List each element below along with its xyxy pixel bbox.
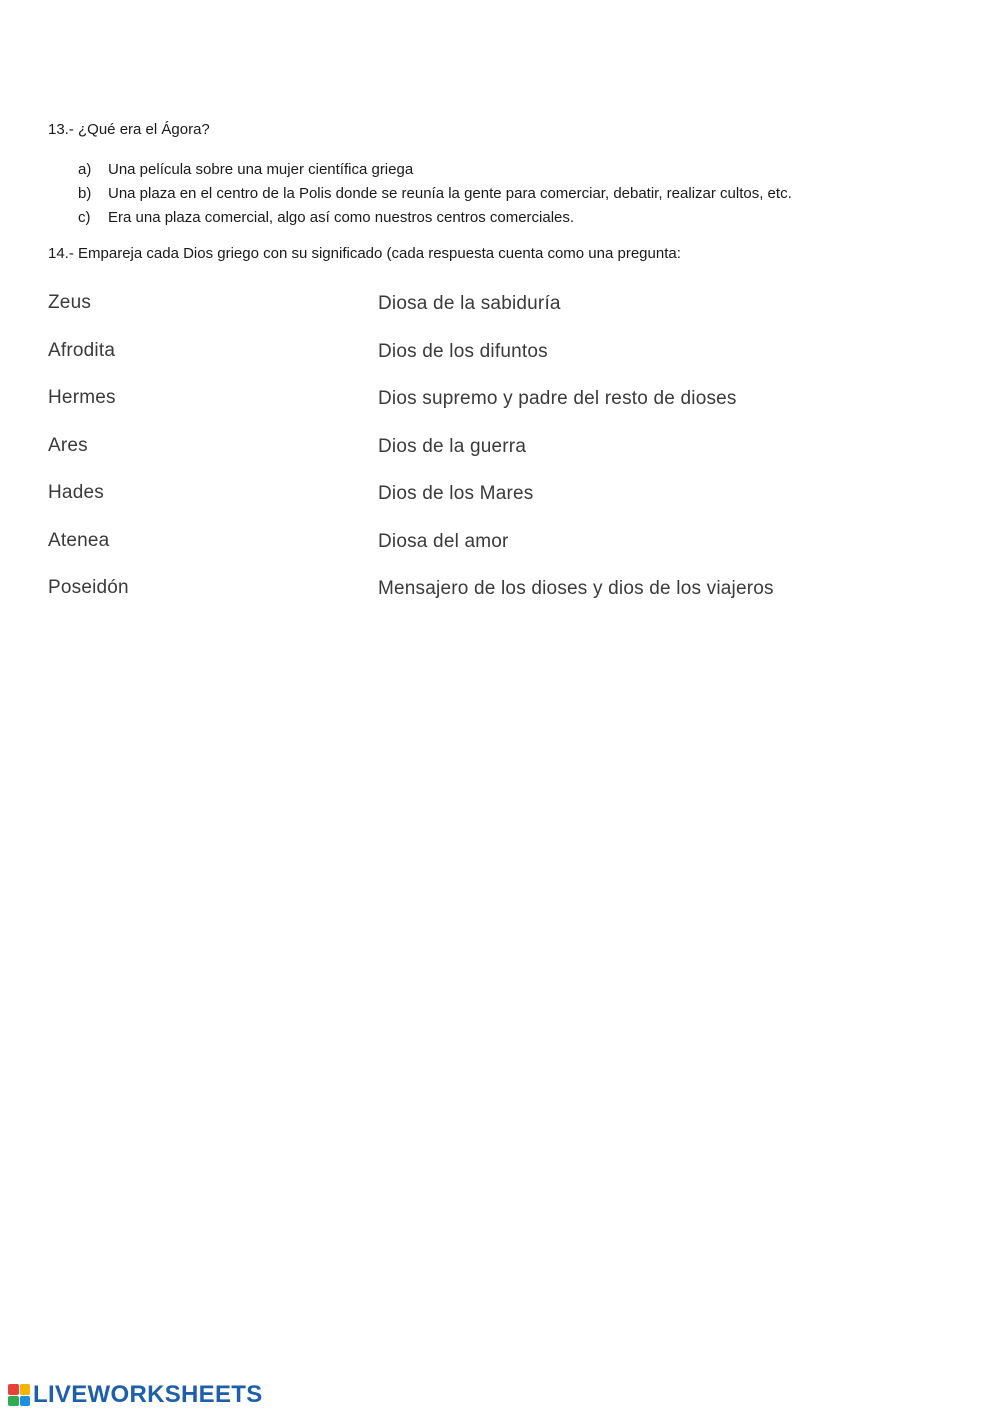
god-name-hermes[interactable]: Hermes (48, 387, 116, 408)
match-row (48, 575, 948, 623)
match-row (48, 433, 948, 481)
logo-square-icon (8, 1384, 19, 1395)
option-c[interactable] (78, 206, 792, 230)
logo-square-icon (20, 1396, 31, 1407)
god-name-hades[interactable]: Hades (48, 482, 104, 503)
option-letter: a) (78, 161, 92, 178)
god-name-zeus[interactable]: Zeus (48, 292, 92, 313)
meaning-4[interactable]: Dios de la guerra (378, 435, 527, 457)
matching-table (48, 290, 948, 623)
logo-square-icon (20, 1384, 31, 1395)
option-letter: b) (78, 185, 92, 202)
meaning-1[interactable]: Diosa de la sabiduría (378, 293, 561, 314)
logo-square-icon (8, 1396, 19, 1407)
liveworksheets-logo (8, 1382, 263, 1408)
option-text: Una plaza en el centro de la Polis donde se reunía la gente para comerciar, debatir, realizar cultos, etc. (108, 185, 792, 202)
god-name-poseidon[interactable]: Poseidón (48, 577, 129, 598)
meaning-2[interactable]: Dios de los difuntos (378, 340, 548, 362)
option-text: Era una plaza comercial, algo así como nuestros centros comerciales. (108, 209, 575, 226)
match-row (48, 290, 948, 338)
option-letter: c) (78, 209, 91, 226)
god-name-atenea[interactable]: Atenea (48, 529, 110, 551)
match-row (48, 528, 948, 576)
match-row (48, 480, 948, 528)
question-13-options (78, 158, 792, 230)
match-row (48, 385, 948, 433)
god-name-afrodita[interactable]: Afrodita (48, 339, 116, 361)
question-13-title: 13.- ¿Qué era el Ágora? (48, 121, 210, 138)
question-14-title: 14.- Empareja cada Dios griego con su significado (cada respuesta cuenta como una pregunta: (48, 245, 681, 262)
option-b[interactable] (78, 182, 792, 206)
logo-mark-icon (8, 1384, 30, 1406)
meaning-5[interactable]: Dios de los Mares (378, 483, 534, 504)
option-a[interactable] (78, 158, 792, 182)
match-row (48, 338, 948, 386)
meaning-6[interactable]: Diosa del amor (378, 530, 509, 552)
god-name-ares[interactable]: Ares (48, 434, 88, 456)
option-text: Una película sobre una mujer científica griega (108, 161, 414, 178)
meaning-3[interactable]: Dios supremo y padre del resto de dioses (378, 388, 737, 409)
meaning-7[interactable]: Mensajero de los dioses y dios de los viajeros (378, 578, 774, 599)
logo-text: LIVEWORKSHEETS (33, 1381, 263, 1408)
